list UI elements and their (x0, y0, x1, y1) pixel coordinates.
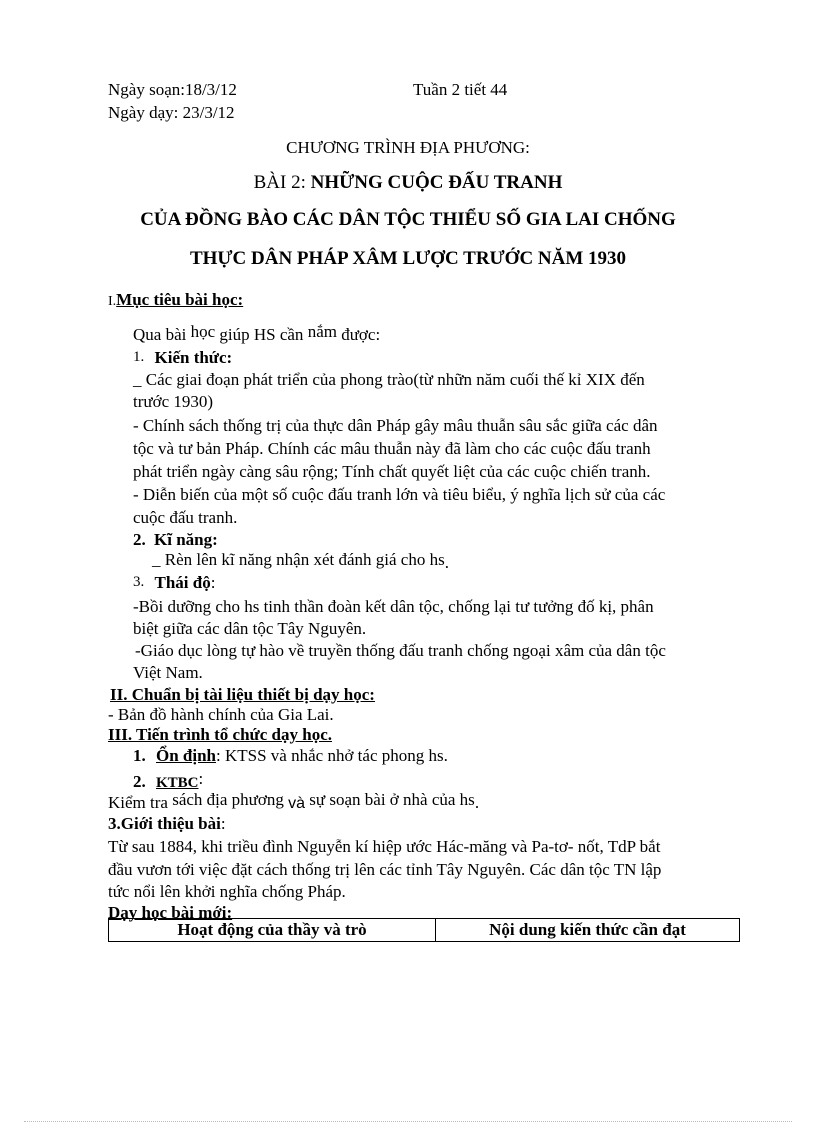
intro-line (133, 322, 381, 345)
date-taught: Ngày dạy: 23/3/12 (108, 103, 235, 122)
intro-part: học (190, 322, 216, 341)
knowledge-number: 1. (133, 349, 145, 365)
attitude-1a: -Bồi dưỡng cho hs tinh thần đoàn kết dân tộc, chống lại tư tưởng đố kị, phân (133, 597, 654, 616)
check-part: và (288, 795, 306, 812)
intro-heading-colon: : (220, 814, 226, 833)
week-period: Tuần 2 tiết 44 (413, 80, 508, 99)
attitude-2a: -Giáo dục lòng tự hào về truyền thống đấu tranh chống ngoại xâm của dân tộc (135, 641, 666, 660)
attitude-number: 3. (133, 574, 145, 590)
intro-text-b: đầu vươn tới việc đặt cách thống trị lên các tỉnh Tây Nguyên. Các dân tộc TN lập (108, 860, 662, 879)
lesson-prefix: BÀI 2: (253, 172, 306, 193)
intro-heading (108, 814, 226, 834)
program-title: CHƯƠNG TRÌNH ĐỊA PHƯƠNG: (286, 138, 530, 157)
skills-dot: . (444, 553, 449, 572)
section-3-heading: III. Tiến trình tổ chức dạy học. (108, 725, 332, 744)
page-bottom-divider (24, 1121, 792, 1122)
lesson-table (108, 918, 740, 942)
new-lesson-heading: Dạy học bài mới: (108, 903, 233, 922)
step-2-label: KTBC (156, 775, 199, 791)
attitude-1b: biệt giữa các dân tộc Tây Nguyên. (133, 619, 367, 638)
knowledge-label: Kiến thức: (154, 348, 233, 367)
attitude-label: Thái độ (154, 573, 211, 592)
step-1-number: 1. (133, 746, 146, 765)
knowledge-3a: - Diễn biến của một số cuộc đấu tranh lớn và tiêu biểu, ý nghĩa lịch sử của các (133, 485, 666, 504)
date-prepared: Ngày soạn:18/3/12 (108, 80, 237, 99)
check-part: Kiểm tra (108, 793, 168, 812)
skills-number: 2. (133, 530, 146, 549)
section-2-heading: II. Chuẩn bị tài liệu thiết bị dạy học: (110, 685, 375, 704)
section-1-numeral: I. (108, 294, 117, 309)
intro-part: giúp HS cần (219, 325, 304, 344)
check-line (108, 790, 480, 814)
lesson-title-2: CỦA ĐỒNG BÀO CÁC DÂN TỘC THIỂU SỐ GIA LAI CHỐNG (140, 209, 676, 230)
table-header-activities: Hoạt động của thầy và trò (109, 919, 436, 942)
intro-text-a: Từ sau 1884, khi triều đình Nguyễn kí hiệp ước Hác-măng và Pa-tơ- nốt, TdP bắt (108, 837, 661, 856)
intro-part: nắm (307, 322, 337, 341)
knowledge-1a: _ Các giai đoạn phát triển của phong trào(từ nhữn năm cuối thế kỉ XIX đến (133, 370, 645, 389)
check-part: . (474, 793, 480, 812)
intro-part: được: (341, 325, 381, 344)
knowledge-3b: cuộc đấu tranh. (133, 508, 238, 527)
check-part: sách địa phương (172, 790, 284, 809)
skills-1 (152, 550, 449, 570)
knowledge-heading (133, 348, 232, 369)
step-2-colon: : (198, 769, 204, 788)
section-2-item: - Bản đồ hành chính của Gia Lai. (108, 705, 334, 724)
knowledge-2b: tộc và tư bản Pháp. Chính các mâu thuẫn này đã làm cho các cuộc đấu tranh (133, 439, 651, 458)
section-1-heading-row (108, 290, 243, 312)
lesson-title-3: THỰC DÂN PHÁP XÂM LƯỢC TRƯỚC NĂM 1930 (189, 248, 627, 269)
step-2-number: 2. (133, 772, 146, 791)
intro-part: Qua bài (133, 325, 187, 344)
knowledge-2a: - Chính sách thống trị của thực dân Pháp gây mâu thuẫn sâu sắc giữa các dân (133, 416, 658, 435)
attitude-2b: Việt Nam. (133, 663, 203, 682)
skills-text: _ Rèn lên kĩ năng nhận xét đánh giá cho hs (152, 550, 445, 569)
table-header-content: Nội dung kiến thức cần đạt (436, 919, 740, 942)
step-1-label: Ổn định (156, 746, 217, 765)
lesson-title-line-1 (0, 172, 816, 194)
intro-heading-label: 3.Giới thiệu bài (108, 814, 221, 833)
section-1-heading: Mục tiêu bài học: (116, 290, 244, 309)
skills-label: Kĩ năng: (154, 530, 218, 549)
intro-text-c: tức nổi lên khởi nghĩa chống Pháp. (108, 882, 346, 901)
check-part: sự soạn bài ở nhà của hs (309, 790, 475, 809)
skills-heading (133, 530, 218, 550)
table-header-row (109, 919, 740, 942)
knowledge-2c: phát triển ngày càng sâu rộng; Tính chất quyết liệt của các cuộc chiến tranh. (133, 462, 651, 481)
knowledge-1b: trước 1930) (133, 392, 214, 411)
lesson-title-1: NHỮNG CUỘC ĐẤU TRANH (310, 172, 563, 193)
attitude-colon: : (210, 573, 216, 592)
step-1 (133, 746, 448, 766)
step-1-text: : KTSS và nhắc nhở tác phong hs. (216, 746, 448, 765)
attitude-heading (133, 573, 215, 594)
